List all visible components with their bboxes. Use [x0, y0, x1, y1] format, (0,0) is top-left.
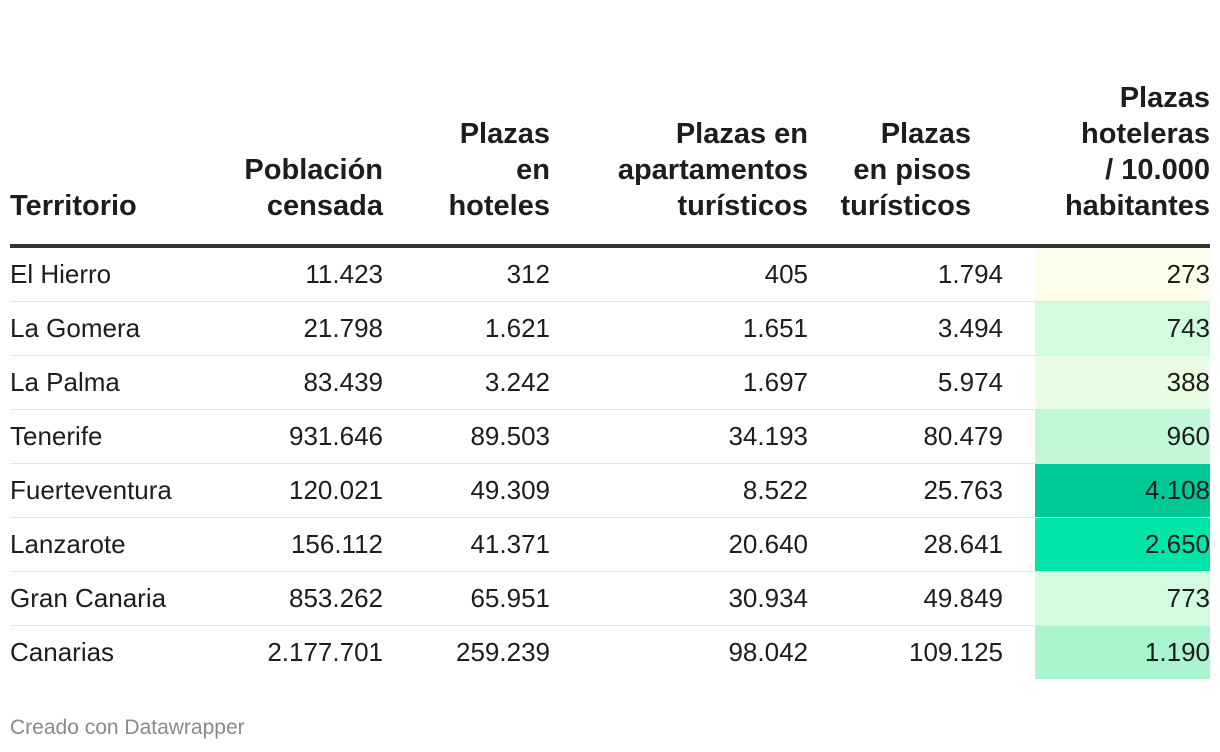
heatmap-cell: 273 — [1003, 246, 1210, 302]
data-table — [10, 80, 1210, 679]
territory-cell: Canarias — [10, 637, 115, 667]
column-header-line: Territorio — [10, 190, 137, 222]
value-cell: 65.951 — [383, 572, 550, 626]
value-cell: 1.697 — [550, 356, 808, 410]
column-header-line: hoteleras — [1081, 118, 1210, 150]
column-header-line: turísticos — [840, 190, 971, 222]
value-cell: 312 — [383, 246, 550, 302]
territory-cell: La Gomera — [10, 302, 240, 356]
value-cell: 80.479 — [808, 410, 1003, 464]
value-cell: 8.522 — [550, 464, 808, 518]
heatmap-cell: 773 — [1003, 572, 1210, 626]
value-cell: 21.798 — [240, 302, 383, 356]
column-header-0 — [10, 80, 240, 246]
value-cell: 25.763 — [808, 464, 1003, 518]
column-header-line: hoteles — [448, 190, 550, 222]
value-cell: 405 — [550, 246, 808, 302]
column-header-line: censada — [266, 190, 383, 222]
value-cell: 1.794 — [808, 246, 1003, 302]
value-cell: 853.262 — [240, 572, 383, 626]
column-header-line: Plazas — [459, 118, 550, 150]
value-cell: 931.646 — [240, 410, 383, 464]
table-row — [10, 246, 1210, 302]
territory-cell: Tenerife — [10, 410, 240, 464]
column-header-line: apartamentos — [617, 154, 808, 186]
column-header-line: turísticos — [677, 190, 808, 222]
value-cell: 259.239 — [456, 637, 550, 667]
value-cell: 2.177.701 — [267, 637, 383, 667]
value-cell: 3.494 — [808, 302, 1003, 356]
value-cell: 3.242 — [383, 356, 550, 410]
column-header-3 — [550, 80, 808, 246]
value-cell: 109.125 — [909, 637, 1003, 667]
column-header-1 — [240, 80, 383, 246]
territory-cell: Fuerteventura — [10, 464, 240, 518]
table-row — [10, 464, 1210, 518]
value-cell: 98.042 — [728, 637, 808, 667]
value-cell: 49.309 — [383, 464, 550, 518]
territory-cell: Lanzarote — [10, 518, 240, 572]
column-header-line: / 10.000 — [1105, 154, 1210, 186]
column-header-line: Población — [244, 154, 383, 186]
heatmap-cell: 960 — [1003, 410, 1210, 464]
column-header-5 — [1003, 80, 1210, 246]
value-cell: 83.439 — [240, 356, 383, 410]
value-cell: 34.193 — [550, 410, 808, 464]
value-cell: 28.641 — [808, 518, 1003, 572]
table-header-row — [10, 80, 1210, 246]
heatmap-cell: 4.108 — [1003, 464, 1210, 518]
column-header-line: Plazas — [1119, 82, 1210, 114]
territory-cell: El Hierro — [10, 246, 240, 302]
heatmap-cell: 388 — [1003, 356, 1210, 410]
column-header-line: en — [516, 154, 550, 186]
value-cell: 1.621 — [383, 302, 550, 356]
column-header-line: Plazas — [880, 118, 971, 150]
table-row — [10, 572, 1210, 626]
table-row — [10, 518, 1210, 572]
table-body — [10, 246, 1210, 679]
heatmap-cell: 743 — [1003, 302, 1210, 356]
value-cell: 11.423 — [240, 246, 383, 302]
value-cell: 20.640 — [550, 518, 808, 572]
territory-cell: Gran Canaria — [10, 572, 240, 626]
column-header-line: habitantes — [1064, 190, 1210, 222]
column-header-2 — [383, 80, 550, 246]
value-cell: 30.934 — [550, 572, 808, 626]
table-row — [10, 626, 1210, 680]
footer-credit: Creado con Datawrapper — [10, 716, 245, 739]
heatmap-cell: 1.190 — [1003, 626, 1210, 680]
table-row — [10, 302, 1210, 356]
column-header-line: en pisos — [853, 154, 971, 186]
value-cell: 49.849 — [808, 572, 1003, 626]
value-cell: 120.021 — [240, 464, 383, 518]
table-row — [10, 410, 1210, 464]
value-cell: 156.112 — [240, 518, 383, 572]
column-header-line: Plazas en — [675, 118, 808, 150]
column-header-4 — [808, 80, 1003, 246]
value-cell: 89.503 — [383, 410, 550, 464]
data-table-container — [10, 80, 1210, 679]
territory-cell: La Palma — [10, 356, 240, 410]
heatmap-cell: 2.650 — [1003, 518, 1210, 572]
value-cell: 41.371 — [383, 518, 550, 572]
value-cell: 1.651 — [550, 302, 808, 356]
value-cell: 5.974 — [808, 356, 1003, 410]
table-row — [10, 356, 1210, 410]
